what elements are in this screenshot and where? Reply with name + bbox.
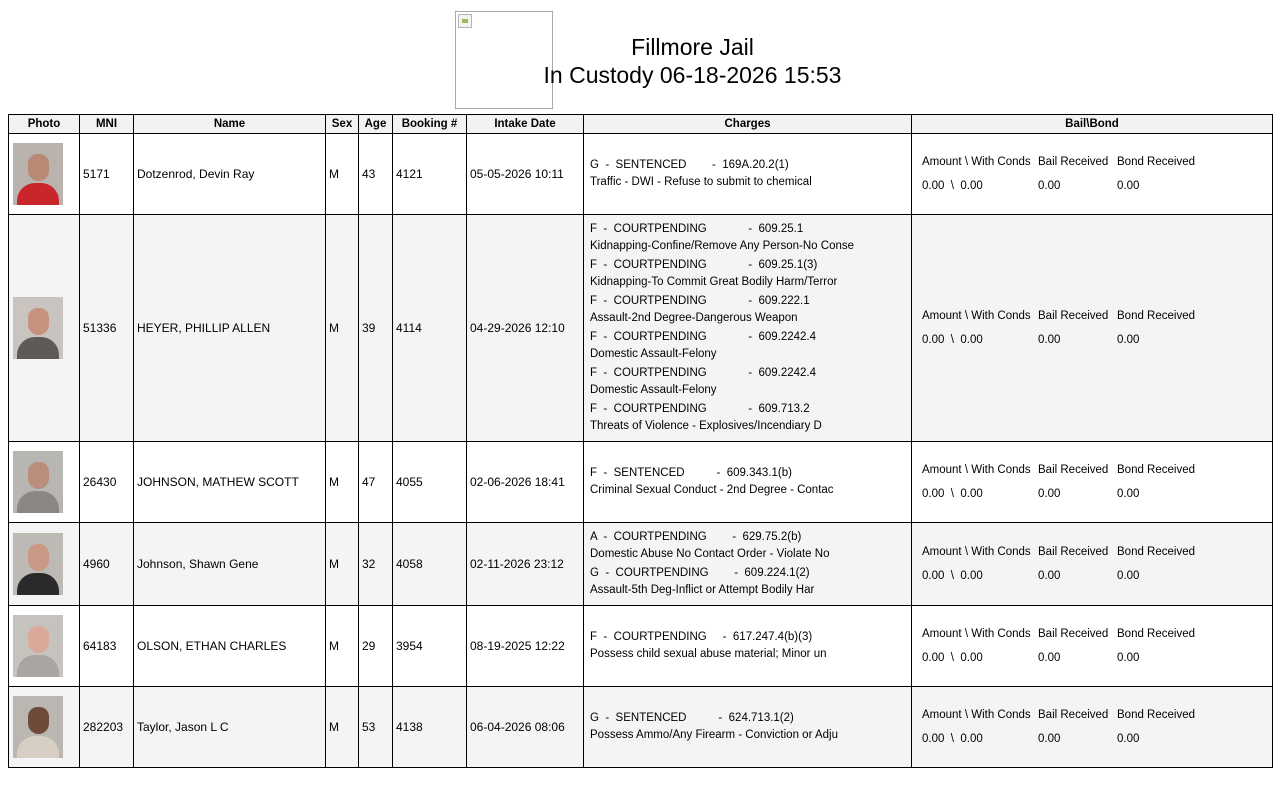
mni-cell: 26430 (80, 442, 134, 523)
sex-cell: M (326, 442, 359, 523)
table-header-row (9, 115, 1273, 134)
header-titles (540, 34, 845, 90)
intake-date-cell: 02-11-2026 23:12 (467, 523, 584, 606)
charge-description: Assault-5th Deg-Inflict or Attempt Bodily Har (590, 584, 815, 596)
table-row (9, 215, 1273, 442)
column-header-bail-bond: Bail\Bond (912, 115, 1273, 134)
photo-cell (9, 687, 80, 768)
bail-received-label: Bail Received (1038, 156, 1109, 168)
charge-code: F - COURTPENDING - 617.247.4(b)(3) (590, 631, 813, 643)
booking-cell: 4058 (393, 523, 467, 606)
column-header-intake-date: Intake Date (467, 115, 584, 134)
bail-bond-cell (912, 134, 1273, 215)
photo-cell (9, 134, 80, 215)
bond-received-value: 0.00 (1117, 334, 1140, 346)
charge-code: A - COURTPENDING - 629.75.2(b) (590, 531, 802, 543)
jail-logo-image (455, 11, 553, 109)
column-header-photo: Photo (9, 115, 80, 134)
table-row (9, 523, 1273, 606)
bail-received-label: Bail Received (1038, 310, 1109, 322)
mni-cell: 51336 (80, 215, 134, 442)
bail-amount-label: Amount \ With Conds (922, 464, 1031, 476)
column-header-name: Name (134, 115, 326, 134)
bail-amount-value: 0.00 \ 0.00 (922, 180, 983, 192)
page-title: Fillmore Jail (631, 34, 754, 60)
charges-cell (584, 442, 912, 523)
roster-body (9, 134, 1273, 768)
photo-cell (9, 215, 80, 442)
bail-received-value: 0.00 (1038, 733, 1061, 745)
inmate-photo (13, 451, 63, 513)
bail-amount-label: Amount \ With Conds (922, 709, 1031, 721)
mni-cell: 4960 (80, 523, 134, 606)
charge-code: F - COURTPENDING - 609.222.1 (590, 295, 810, 307)
charge-description: Threats of Violence - Explosives/Incendiary D (590, 420, 822, 432)
photo-cell (9, 442, 80, 523)
inmate-photo (13, 615, 63, 677)
booking-cell: 3954 (393, 606, 467, 687)
age-cell: 47 (359, 442, 393, 523)
charges-cell (584, 687, 912, 768)
bail-received-value: 0.00 (1038, 652, 1061, 664)
charge-code: F - COURTPENDING - 609.2242.4 (590, 367, 817, 379)
inmate-photo (13, 297, 63, 359)
column-header-charges: Charges (584, 115, 912, 134)
charge-description: Traffic - DWI - Refuse to submit to chemical (590, 176, 812, 188)
bail-amount-label: Amount \ With Conds (922, 156, 1031, 168)
bail-received-label: Bail Received (1038, 709, 1109, 721)
column-header-age: Age (359, 115, 393, 134)
table-row (9, 606, 1273, 687)
bail-received-value: 0.00 (1038, 180, 1061, 192)
age-cell: 53 (359, 687, 393, 768)
bail-received-label: Bail Received (1038, 546, 1109, 558)
charge-code: F - COURTPENDING - 609.2242.4 (590, 331, 817, 343)
bond-received-label: Bond Received (1117, 709, 1195, 721)
charge-item (590, 364, 908, 400)
bail-amount-value: 0.00 \ 0.00 (922, 334, 983, 346)
charge-description: Domestic Assault-Felony (590, 348, 717, 360)
charge-code: G - SENTENCED - 624.713.1(2) (590, 712, 794, 724)
charges-cell (584, 523, 912, 606)
table-row (9, 442, 1273, 523)
bail-received-label: Bail Received (1038, 628, 1109, 640)
charge-description: Assault-2nd Degree-Dangerous Weapon (590, 312, 798, 324)
mni-cell: 64183 (80, 606, 134, 687)
intake-date-cell: 08-19-2025 12:22 (467, 606, 584, 687)
bail-received-label: Bail Received (1038, 464, 1109, 476)
charges-cell (584, 134, 912, 215)
bond-received-value: 0.00 (1117, 733, 1140, 745)
charge-item (590, 256, 908, 292)
bond-received-value: 0.00 (1117, 652, 1140, 664)
intake-date-cell: 06-04-2026 08:06 (467, 687, 584, 768)
charge-description: Kidnapping-Confine/Remove Any Person-No Conse (590, 240, 855, 252)
charge-code: F - SENTENCED - 609.343.1(b) (590, 467, 792, 479)
intake-date-cell: 05-05-2026 10:11 (467, 134, 584, 215)
booking-cell: 4055 (393, 442, 467, 523)
bail-amount-value: 0.00 \ 0.00 (922, 733, 983, 745)
table-row (9, 687, 1273, 768)
charge-item (590, 292, 908, 328)
bond-received-label: Bond Received (1117, 310, 1195, 322)
name-cell: Johnson, Shawn Gene (134, 523, 326, 606)
mni-cell: 282203 (80, 687, 134, 768)
intake-date-cell: 04-29-2026 12:10 (467, 215, 584, 442)
custody-roster-table (8, 114, 1273, 768)
bond-received-value: 0.00 (1117, 570, 1140, 582)
name-cell: Taylor, Jason L C (134, 687, 326, 768)
photo-cell (9, 606, 80, 687)
bail-amount-label: Amount \ With Conds (922, 310, 1031, 322)
charge-description: Possess child sexual abuse material; Minor un (590, 648, 827, 660)
booking-cell: 4138 (393, 687, 467, 768)
charge-item (590, 328, 908, 364)
charge-code: F - COURTPENDING - 609.25.1 (590, 223, 804, 235)
charge-code: F - COURTPENDING - 609.25.1(3) (590, 259, 818, 271)
inmate-photo (13, 533, 63, 595)
bail-bond-cell (912, 215, 1273, 442)
charges-cell (584, 215, 912, 442)
column-header-booking: Booking # (393, 115, 467, 134)
bond-received-value: 0.00 (1117, 180, 1140, 192)
bail-amount-label: Amount \ With Conds (922, 546, 1031, 558)
charge-description: Possess Ammo/Any Firearm - Conviction or Adju (590, 729, 838, 741)
booking-cell: 4121 (393, 134, 467, 215)
page-header (0, 0, 1280, 112)
charge-item (590, 628, 908, 664)
charge-item (590, 400, 908, 436)
bond-received-label: Bond Received (1117, 156, 1195, 168)
charge-code: G - COURTPENDING - 609.224.1(2) (590, 567, 810, 579)
broken-image-icon (458, 14, 472, 28)
sex-cell: M (326, 523, 359, 606)
bail-amount-value: 0.00 \ 0.00 (922, 488, 983, 500)
charge-item (590, 709, 908, 745)
bail-bond-cell (912, 442, 1273, 523)
bond-received-value: 0.00 (1117, 488, 1140, 500)
charge-description: Domestic Assault-Felony (590, 384, 717, 396)
sex-cell: M (326, 606, 359, 687)
inmate-photo (13, 696, 63, 758)
photo-cell (9, 523, 80, 606)
charge-description: Criminal Sexual Conduct - 2nd Degree - Contac (590, 484, 834, 496)
bail-received-value: 0.00 (1038, 334, 1061, 346)
age-cell: 32 (359, 523, 393, 606)
bail-bond-cell (912, 687, 1273, 768)
charge-item (590, 564, 908, 600)
bail-received-value: 0.00 (1038, 488, 1061, 500)
bail-bond-cell (912, 523, 1273, 606)
custody-timestamp: In Custody 06-18-2026 15:53 (543, 62, 842, 88)
bond-received-label: Bond Received (1117, 628, 1195, 640)
age-cell: 43 (359, 134, 393, 215)
charge-item (590, 220, 908, 256)
charge-item (590, 464, 908, 500)
charge-description: Domestic Abuse No Contact Order - Violate No (590, 548, 830, 560)
name-cell: OLSON, ETHAN CHARLES (134, 606, 326, 687)
bond-received-label: Bond Received (1117, 546, 1195, 558)
bail-amount-label: Amount \ With Conds (922, 628, 1031, 640)
intake-date-cell: 02-06-2026 18:41 (467, 442, 584, 523)
charge-code: G - SENTENCED - 169A.20.2(1) (590, 159, 789, 171)
age-cell: 29 (359, 606, 393, 687)
name-cell: Dotzenrod, Devin Ray (134, 134, 326, 215)
column-header-sex: Sex (326, 115, 359, 134)
bond-received-label: Bond Received (1117, 464, 1195, 476)
table-row (9, 134, 1273, 215)
name-cell: HEYER, PHILLIP ALLEN (134, 215, 326, 442)
bail-amount-value: 0.00 \ 0.00 (922, 570, 983, 582)
charge-item (590, 156, 908, 192)
name-cell: JOHNSON, MATHEW SCOTT (134, 442, 326, 523)
mni-cell: 5171 (80, 134, 134, 215)
bail-received-value: 0.00 (1038, 570, 1061, 582)
bail-amount-value: 0.00 \ 0.00 (922, 652, 983, 664)
column-header-mni: MNI (80, 115, 134, 134)
charge-description: Kidnapping-To Commit Great Bodily Harm/Terror (590, 276, 838, 288)
sex-cell: M (326, 134, 359, 215)
charges-cell (584, 606, 912, 687)
age-cell: 39 (359, 215, 393, 442)
inmate-photo (13, 143, 63, 205)
sex-cell: M (326, 215, 359, 442)
charge-code: F - COURTPENDING - 609.713.2 (590, 403, 810, 415)
charge-item (590, 528, 908, 564)
booking-cell: 4114 (393, 215, 467, 442)
bail-bond-cell (912, 606, 1273, 687)
sex-cell: M (326, 687, 359, 768)
